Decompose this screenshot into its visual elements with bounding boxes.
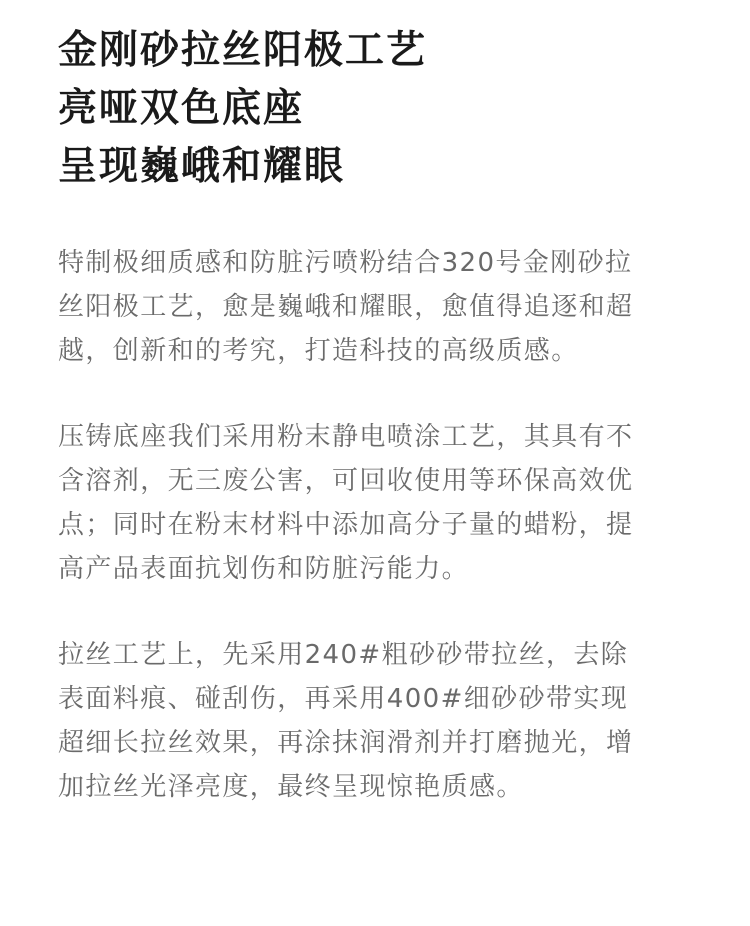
paragraph-line: 超细长拉丝效果，再涂抹润滑剂并打磨抛光，增 bbox=[58, 728, 634, 758]
paragraph-line: 含溶剂，无三废公害，可回收使用等环保高效优 bbox=[58, 466, 634, 496]
headline-line-1: 金刚砂拉丝阳极工艺 bbox=[58, 28, 428, 73]
paragraph-line: 压铸底座我们采用粉末静电喷涂工艺，其具有不 bbox=[58, 422, 634, 452]
headline-line-2: 亮哑双色底座 bbox=[58, 86, 305, 131]
paragraph-line: 高产品表面抗划伤和防脏污能力。 bbox=[58, 554, 470, 584]
headline bbox=[58, 22, 692, 196]
paragraph-brushing bbox=[58, 633, 698, 809]
paragraph-line: 拉丝工艺上，先采用240#粗砂砂带拉丝，去除 bbox=[58, 640, 629, 670]
paragraph-powder-coating bbox=[58, 415, 698, 591]
paragraph-line: 加拉丝光泽亮度，最终呈现惊艳质感。 bbox=[58, 772, 524, 802]
paragraph-line: 特制极细质感和防脏污喷粉结合320号金刚砂拉 bbox=[58, 248, 633, 278]
paragraph-anodizing bbox=[58, 241, 698, 373]
paragraph-line: 越，创新和的考究，打造科技的高级质感。 bbox=[58, 336, 579, 366]
headline-line-3: 呈现巍峨和耀眼 bbox=[58, 144, 346, 189]
paragraph-line: 表面料痕、碰刮伤，再采用400#细砂砂带实现 bbox=[58, 684, 629, 714]
paragraph-line: 丝阳极工艺，愈是巍峨和耀眼，愈值得追逐和超 bbox=[58, 292, 634, 322]
paragraph-line: 点；同时在粉末材料中添加高分子量的蜡粉，提 bbox=[58, 510, 634, 540]
